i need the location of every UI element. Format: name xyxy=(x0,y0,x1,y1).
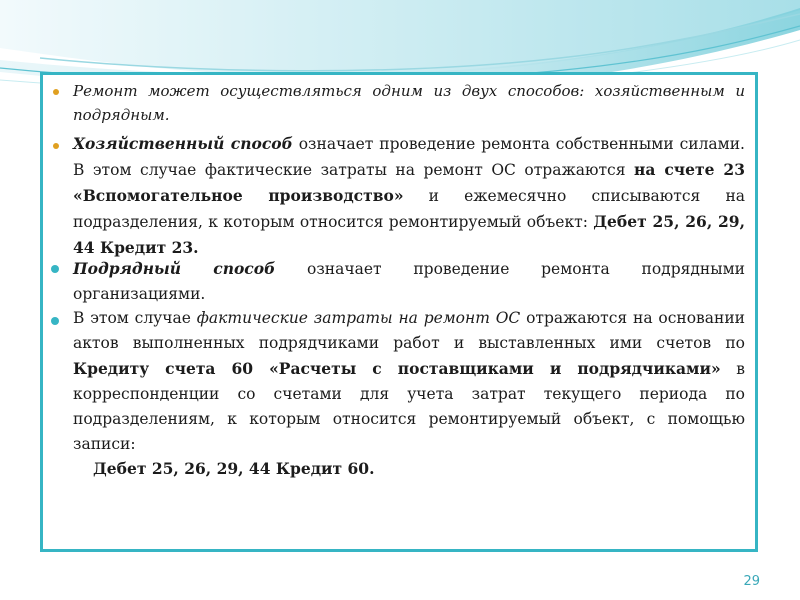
account-23-term: на счете 23 «Вспомогательное производство» xyxy=(73,160,745,205)
details-italic-term: фактические затраты на ремонт ОС xyxy=(196,309,521,327)
economic-method-text-2: и ежемесячно списываются на подразделения, к которым относится ремонтируемый объект: xyxy=(73,187,746,231)
paragraph-contract-details xyxy=(73,306,745,457)
contract-method-text: означает проведение ремонта подрядными организациями. xyxy=(73,260,745,303)
page-number: 29 xyxy=(743,574,760,589)
entry-23-formula: Дебет 25, 26, 29, 44 Кредит 23. xyxy=(73,212,745,257)
bullet-gold-icon xyxy=(53,143,59,149)
details-text-1: В этом случае xyxy=(73,309,197,327)
paragraph-intro xyxy=(73,79,745,127)
entry-60-formula: Дебет 25, 26, 29, 44 Кредит 60. xyxy=(93,459,375,478)
details-text-3: в корреспонденции со счетами для учета затрат текущего периода по подразделениям, к которым относится ремонтируемый объект, с помощью записи: xyxy=(73,360,745,453)
intro-text: Ремонт может осуществляться одним из двух способов: хозяйственным и подрядным. xyxy=(73,82,745,124)
paragraph-economic-method xyxy=(73,131,745,261)
economic-method-text-1: означает проведение ремонта собственными силами. В этом случае фактические затраты на ремонт ОС отражаются xyxy=(73,135,745,179)
paragraph-contract-method xyxy=(73,256,745,307)
contract-method-term: Подрядный способ xyxy=(73,259,276,278)
bullet-gold-icon xyxy=(53,89,59,95)
content-frame xyxy=(40,72,758,552)
account-60-term: Кредиту счета 60 «Расчеты с поставщиками и подрядчиками» xyxy=(73,359,721,378)
details-text-2: отражаются на основании актов выполненных подрядчиками работ и выставленных ими счетов по xyxy=(73,309,745,352)
bullet-teal-icon xyxy=(51,265,59,273)
bullet-teal-icon xyxy=(51,317,59,325)
economic-method-term: Хозяйственный способ xyxy=(73,134,293,153)
